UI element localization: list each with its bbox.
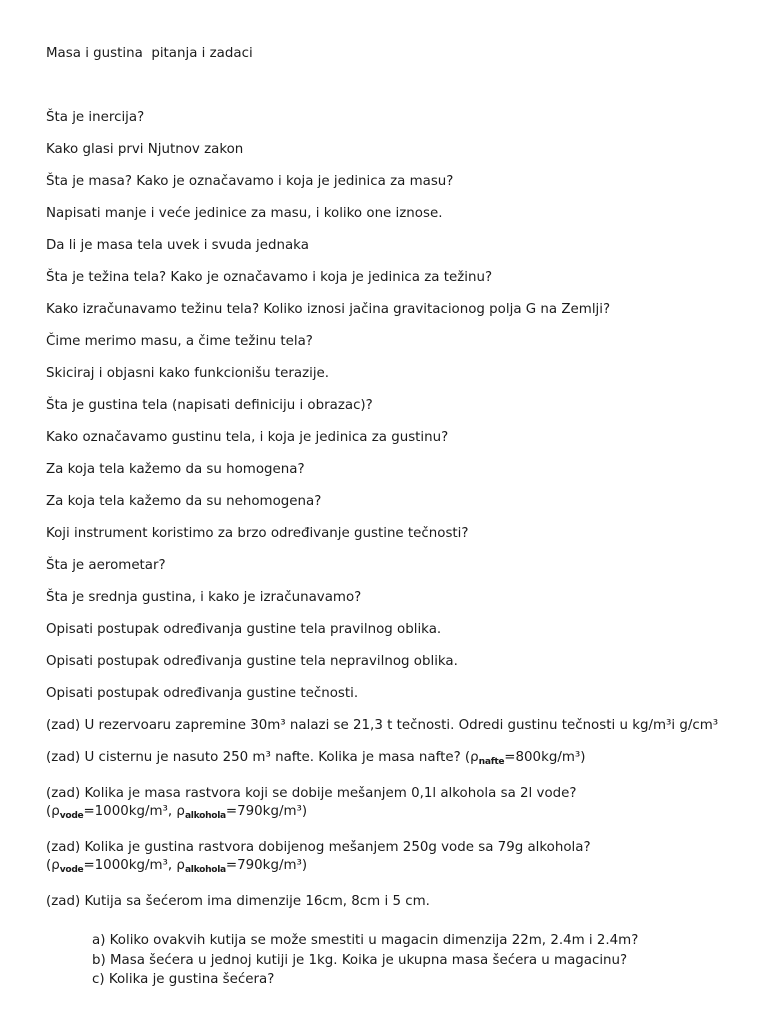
- subitem-b: b) Masa šećera u jednoj kutiji je 1kg. Koika je ukupna masa šećera u magacinu?: [92, 952, 628, 968]
- task-4: [46, 839, 736, 879]
- question-item: Šta je aerometar?: [46, 558, 166, 573]
- subitem-a: a) Koliko ovakvih kutija se može smestiti u magacin dimenzija 22m, 2.4m i 2.4m?: [92, 933, 639, 948]
- density-subscript: alkohola: [184, 811, 226, 821]
- question-item: Šta je inercija?: [46, 110, 145, 125]
- question-item: Opisati postupak određivanja gustine tela nepravilnog oblika.: [46, 654, 458, 669]
- task-5: (zad) Kutija sa šećerom ima dimenzije 16cm, 8cm i 5 cm.: [46, 894, 430, 909]
- question-item: Opisati postupak određivanja gustine tečnosti.: [46, 686, 359, 701]
- density-value: =790kg/m³): [225, 858, 308, 873]
- density-subscript: alkohola: [184, 865, 226, 875]
- task-2: [46, 749, 736, 771]
- density-value: =1000kg/m³, ρ: [83, 804, 185, 819]
- density-subscript: vode: [59, 865, 84, 875]
- task-2-value: =800kg/m³): [504, 750, 586, 765]
- rho-symbol: (ρ: [46, 804, 60, 819]
- task-5-subitems: [92, 931, 732, 990]
- question-item: Napisati manje i veće jedinice za masu, i koliko one iznose.: [46, 206, 443, 221]
- task-3-question: (zad) Kolika je masa rastvora koji se dobije mešanjem 0,1l alkohola sa 2l vode?: [46, 786, 577, 801]
- task-2-text: (zad) U cisternu je nasuto 250 m³ nafte. Kolika je masa nafte? (ρ: [46, 750, 479, 765]
- question-item: Koji instrument koristimo za brzo određivanje gustine tečnosti?: [46, 526, 469, 541]
- density-subscript: vode: [59, 811, 84, 821]
- density-value: =1000kg/m³, ρ: [83, 858, 185, 873]
- density-subscript: nafte: [478, 757, 505, 767]
- question-item: Šta je gustina tela (napisati definiciju i obrazac)?: [46, 398, 373, 413]
- subitem-c: c) Kolika je gustina šećera?: [92, 972, 275, 987]
- question-item: Šta je težina tela? Kako je označavamo i koja je jedinica za težinu?: [46, 270, 493, 285]
- question-item: Kako označavamo gustinu tela, i koja je jedinica za gustinu?: [46, 430, 449, 445]
- question-item: Skiciraj i objasni kako funkcionišu terazije.: [46, 366, 330, 381]
- rho-symbol: (ρ: [46, 858, 60, 873]
- question-item: Šta je masa? Kako je označavamo i koja je jedinica za masu?: [46, 174, 454, 189]
- task-4-question: (zad) Kolika je gustina rastvora dobijenog mešanjem 250g vode sa 79g alkohola?: [46, 840, 591, 855]
- question-item: Čime merimo masu, a čime težinu tela?: [46, 334, 313, 349]
- density-value: =790kg/m³): [225, 804, 308, 819]
- task-3-given: [46, 803, 736, 825]
- task-4-given: [46, 857, 736, 879]
- question-item: Za koja tela kažemo da su homogena?: [46, 462, 305, 477]
- task-3: [46, 785, 736, 825]
- question-item: Opisati postupak određivanja gustine tela pravilnog oblika.: [46, 622, 442, 637]
- question-item: Šta je srednja gustina, i kako je izračunavamo?: [46, 590, 362, 605]
- question-item: Za koja tela kažemo da su nehomogena?: [46, 494, 322, 509]
- question-item: Da li je masa tela uvek i svuda jednaka: [46, 238, 309, 253]
- document-title: Masa i gustina pitanja i zadaci: [46, 46, 253, 61]
- task-1: (zad) U rezervoaru zapremine 30m³ nalazi se 21,3 t tečnosti. Odredi gustinu tečnosti u kg/m³i g/cm³: [46, 718, 719, 733]
- question-item: Kako izračunavamo težinu tela? Koliko iznosi jačina gravitacionog polja G na Zemlji?: [46, 302, 611, 317]
- question-list: [46, 109, 736, 925]
- question-item: Kako glasi prvi Njutnov zakon: [46, 142, 244, 157]
